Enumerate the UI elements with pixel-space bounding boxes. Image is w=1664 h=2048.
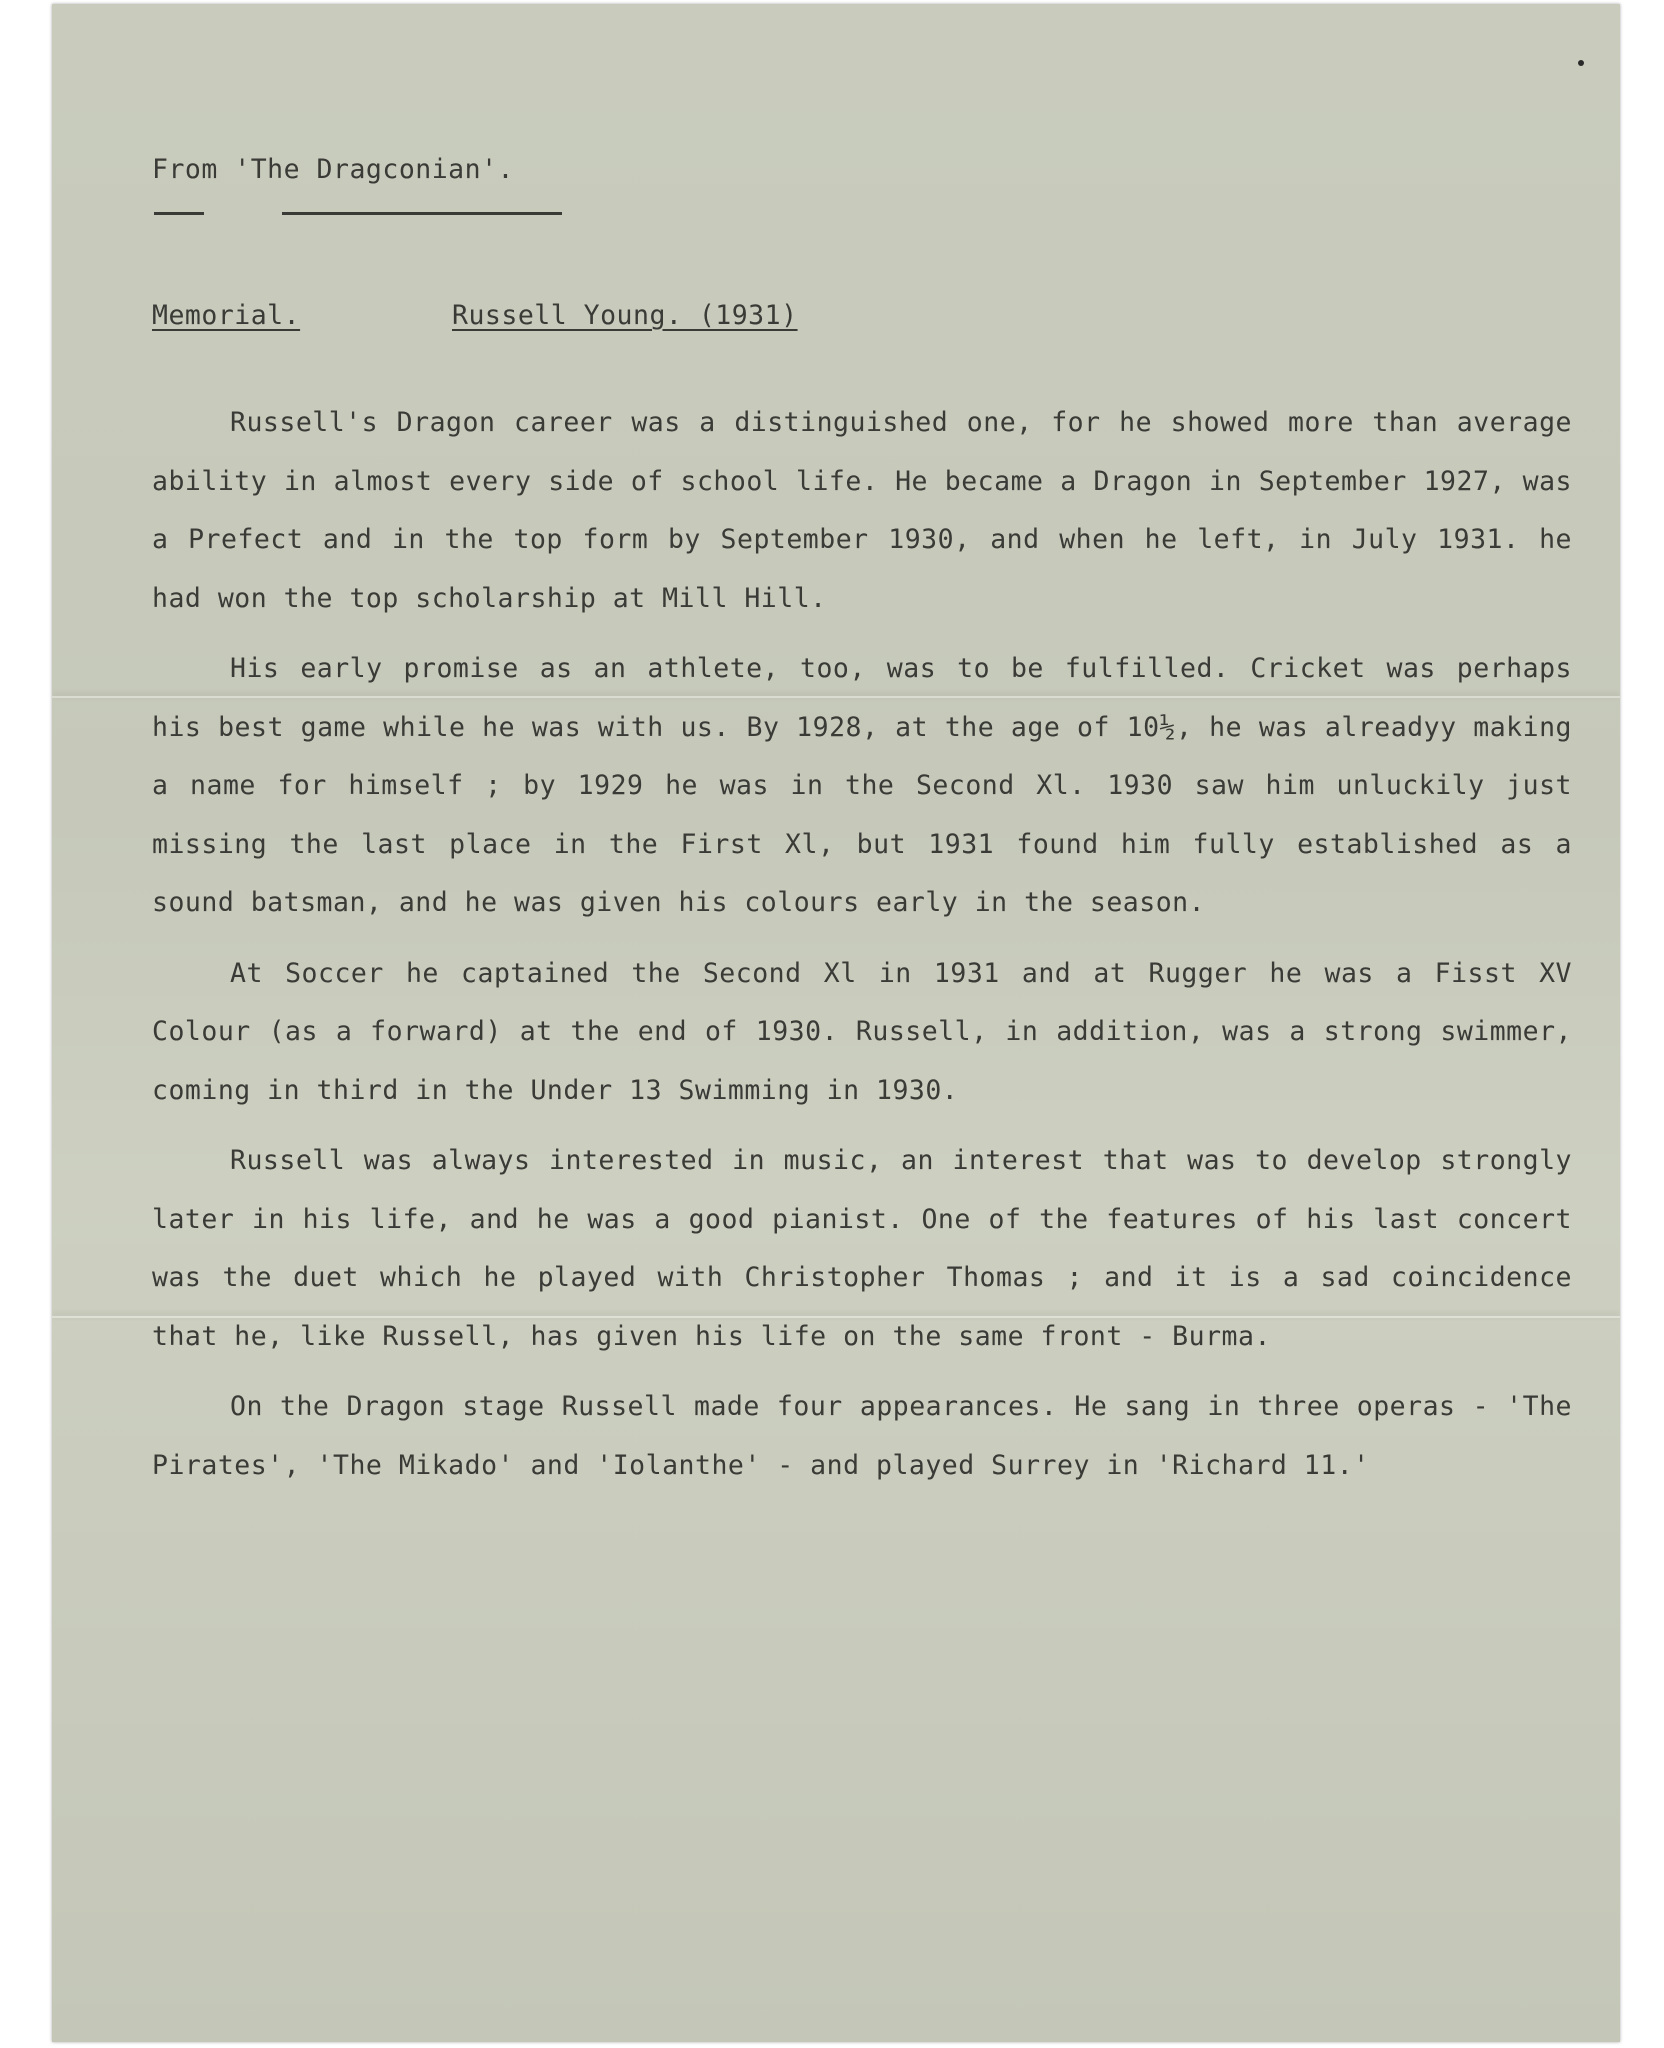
source-underline-short: [154, 212, 204, 215]
heading-name: Russell Young. (1931): [452, 300, 798, 331]
memorial-heading: [152, 300, 798, 331]
memorial-body: [152, 394, 1572, 1507]
ink-speck: [1578, 60, 1584, 66]
paragraph-music: Russell was always interested in music, an interest that was to develop strongly later in his life, and he was a good pianist. One of the features of his last concert was the duet which he played with Christopher Thomas ; and it is a sad coincidence that he, like Russell, has given his life on the same front - Burma.: [152, 1145, 1572, 1352]
heading-label: Memorial.: [152, 300, 301, 331]
source-underline-long: [282, 212, 562, 215]
source-text: From 'The Dragconian'.: [152, 154, 514, 185]
paragraph-career: Russell's Dragon career was a distinguished one, for he showed more than average ability in almost every side of school life. He became a Dragon in September 1927, was a Prefect and in the top form by September 1930, and when he left, in July 1931. he had won the top scholarship at Mill Hill.: [152, 407, 1572, 614]
typed-letter-page: [52, 4, 1620, 2042]
paragraph-stage: On the Dragon stage Russell made four appearances. He sang in three operas - 'The Pirates', 'The Mikado' and 'Iolanthe' - and played Surrey in 'Richard 11.': [152, 1391, 1572, 1481]
paragraph-soccer-rugger: At Soccer he captained the Second Xl in 1931 and at Rugger he was a Fisst XV Colour (as a forward) at the end of 1930. Russell, in addition, was a strong swimmer, coming in third in the Under 13 Swimming in 1930.: [152, 957, 1572, 1106]
paragraph-cricket: His early promise as an athlete, too, was to be fulfilled. Cricket was perhaps his best game while he was with us. By 1928, at the age of 10½, he was alreadyy making a name for himself ; by 1929 he was in the Second Xl. 1930 saw him unluckily just missing the last place in the First Xl, but 1931 found him fully established as a sound batsman, and he was given his colours early in the season.: [152, 653, 1572, 918]
source-line: [152, 154, 514, 185]
